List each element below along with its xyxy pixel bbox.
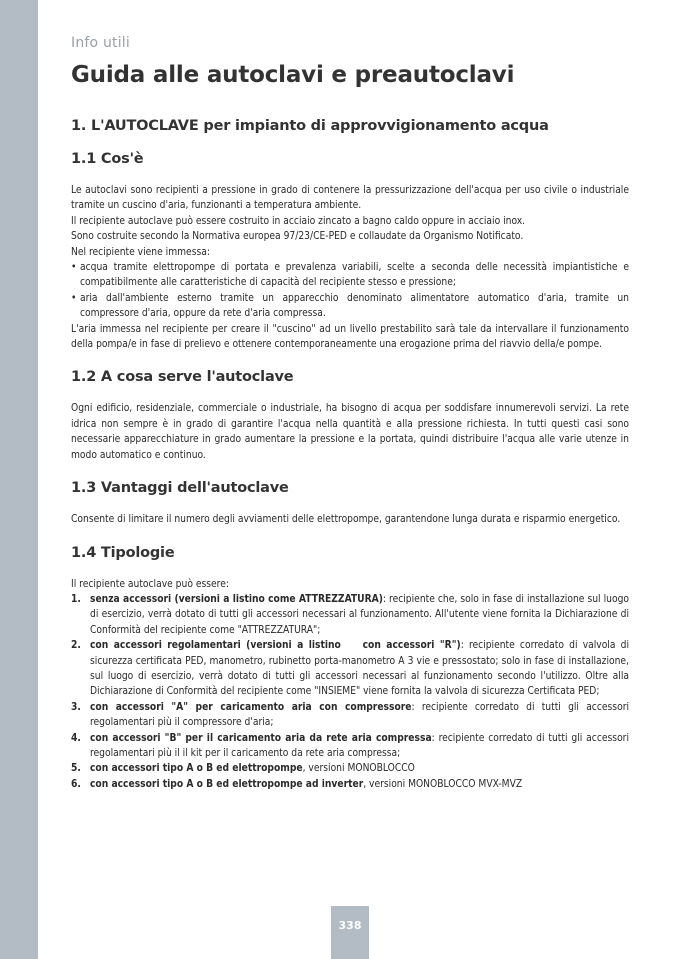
section-vantaggi: [71, 512, 629, 527]
list-item: [71, 777, 629, 792]
section-label: Info utili: [71, 35, 130, 51]
left-side-bar: [0, 0, 38, 959]
heading-cos-e: 1.1 Cos'è: [71, 151, 144, 167]
paragraph: Ogni edificio, residenziale, commerciale o industriale, ha bisogno di acqua per soddisfare innumerevoli servizi. La rete idrica non sempre è in grado di garantire l'acqua nella quantità e alla pressione richiesta. In tutti questi casi sono necessarie apparecchiature in grado aumentare la pressione e la portata, quindi distribuire l'acqua alle varie utenze in modo automatico e continuo.: [71, 403, 629, 461]
item-bold: senza accessori (versioni a listino come ATTREZZATURA): [90, 593, 383, 605]
heading-a-cosa-serve: 1.2 A cosa serve l'autoclave: [71, 369, 294, 386]
page-content: [71, 34, 629, 807]
types-list: [71, 592, 629, 792]
item-bold: con accessori regolamentari (versioni a listino con accessori "R"): [90, 640, 461, 652]
item-text: : recipiente corredato di tutti gli accessori regolamentari più il il kit per il caricamento da rete aria compressa;: [90, 732, 629, 759]
item-number: 4.: [71, 732, 81, 744]
heading-tipologie: 1.4 Tipologie: [71, 544, 175, 561]
item-text: , versioni MONOBLOCCO: [302, 763, 415, 775]
item-bold: con accessori tipo A o B ed elettropompe: [90, 763, 303, 775]
list-item: [71, 700, 629, 731]
item-text: : recipiente corredato di valvola di sicurezza certificata PED, manometro, rubinetto porta-manometro A 3 vie e pressostato; solo in fase di installazione, sul luogo di esercizio, verrà dotato di tutti gli accessori necessari al funzionamento secondo l'utilizzo. Oltre alla Dichiarazione di Conformità del recipiente come "INSIEME" viene fornita la valvola di sicurezza Certificata PED;: [90, 640, 630, 698]
paragraph: Le autoclavi sono recipienti a pressione in grado di contenere la pressurizzazione dell'acqua per uso civile o industriale tramite un cuscino d'aria, funzionanti a temperatura ambiente.: [71, 185, 629, 212]
section-tipologie: [71, 577, 629, 793]
section-cos-e: [71, 183, 629, 352]
page-title: Guida alle autoclavi e preautoclavi: [71, 62, 515, 88]
list-item: [71, 592, 629, 638]
item-bold: con accessori tipo A o B ed elettropompe ad inverter: [90, 778, 364, 790]
item-number: 5.: [71, 763, 81, 775]
section-a-cosa-serve: [71, 401, 629, 463]
paragraph: Il recipiente autoclave può essere costruito in acciaio zincato a bagno caldo oppure in acciaio inox.: [71, 215, 526, 227]
heading-vantaggi: 1.3 Vantaggi dell'autoclave: [71, 480, 289, 497]
paragraph: L'aria immessa nel recipiente per creare il "cuscino" ad un livello prestabilito sarà tale da intervallare il funzionamento della pompa/e in fase di prelievo e ottenere contemporaneamente una erogazione prima del riavvio della/e pompe.: [71, 323, 629, 351]
list-item: [71, 731, 629, 762]
item-number: 3.: [71, 701, 81, 713]
page-number: 338: [331, 906, 369, 959]
paragraph: Il recipiente autoclave può essere:: [71, 578, 229, 590]
item-bold: con accessori "B" per il caricamento aria da rete aria compressa: [90, 732, 432, 744]
bullet-list: [71, 260, 629, 322]
paragraph: Sono costruite secondo la Normativa europea 97/23/CE-PED e collaudate da Organismo Notificato.: [71, 231, 524, 243]
list-item: [71, 761, 629, 776]
item-text: : recipiente corredato di tutti gli accessori regolamentari più il compressore d'aria;: [90, 701, 630, 729]
paragraph: Consente di limitare il numero degli avviamenti delle elettropompe, garantendone lunga durata e risparmio energetico.: [71, 514, 621, 526]
item-number: 2.: [71, 640, 81, 652]
item-number: 1.: [71, 593, 81, 605]
item-number: 6.: [71, 778, 81, 790]
chapter-heading: 1. L'AUTOCLAVE per impianto di approvvigionamento acqua: [71, 118, 549, 134]
item-text: : recipiente che, solo in fase di installazione sul luogo di esercizio, verrà dotato di tutti gli accessori necessari al funzionamento. All'utente viene fornita la Dichiarazione di Conformità del recipiente come "ATTREZZATURA";: [90, 593, 629, 636]
list-item: [71, 638, 629, 700]
bullet-item: • aria dall'ambiente esterno tramite un apparecchio denominato alimentatore automatico d'aria, tramite un compressore d'aria, oppure da rete d'aria compressa.: [71, 291, 629, 322]
item-bold: con accessori "A" per caricamento aria con compressore: [90, 701, 412, 713]
bullet-item: • acqua tramite elettropompe di portata e prevalenza variabili, scelte a seconda delle necessità impiantistiche e compatibilmente alle caratteristiche di capacità del recipiente stesso e pressione;: [71, 260, 629, 291]
paragraph: Nel recipiente viene immessa:: [71, 246, 210, 258]
item-text: , versioni MONOBLOCCO MVX-MVZ: [363, 778, 523, 790]
